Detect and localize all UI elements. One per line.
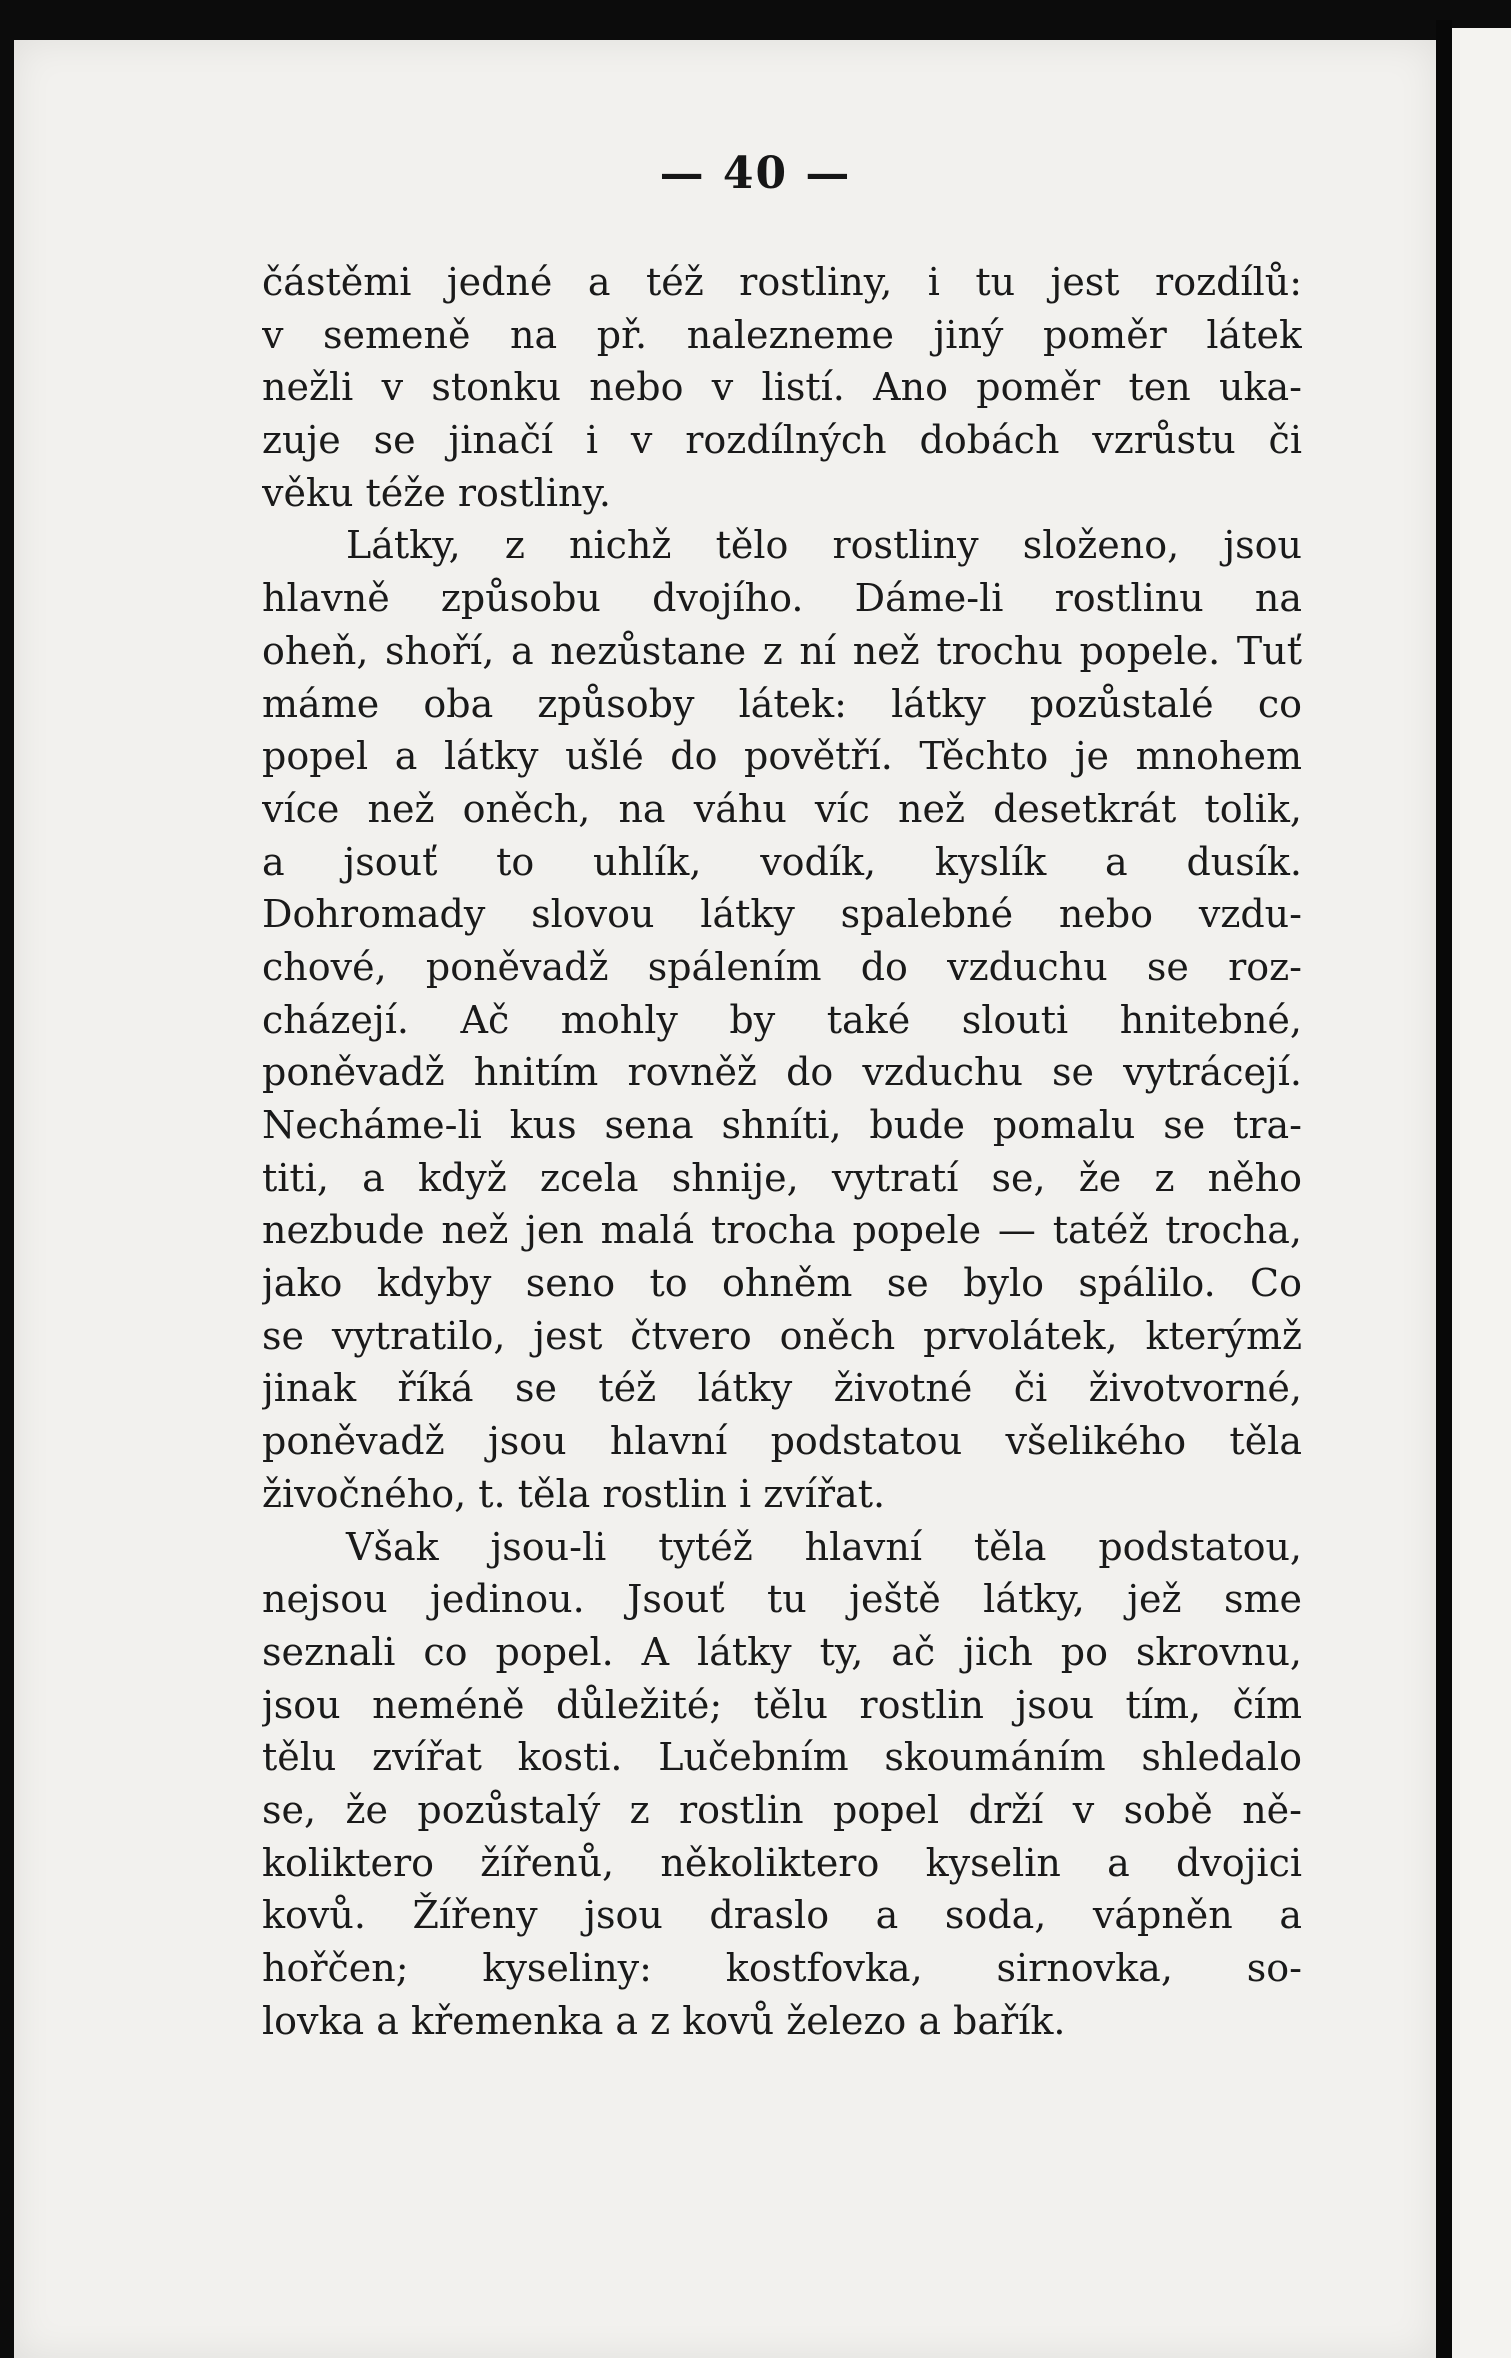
text-line: chové, poněvadž spálením do vzduchu se roz-	[262, 944, 1302, 989]
text-line: seznali co popel. A látky ty, ač jich po skrovnu,	[262, 1629, 1302, 1674]
body-text	[262, 256, 1302, 2047]
text-line: popel a látky ušlé do povětří. Těchto je mnohem	[262, 734, 1302, 779]
text-line: se, že pozůstalý z rostlin popel drží v sobě ně-	[262, 1787, 1302, 1832]
text-line: nežli v stonku nebo v listí. Ano poměr ten uka-	[262, 365, 1302, 410]
text-line: zuje se jinačí i v rozdílných dobách vzrůstu či	[262, 418, 1302, 463]
text-line: živočného, t. těla rostlin i zvířat.	[262, 1471, 886, 1516]
text-line: oheň, shoří, a nezůstane z ní než trochu popele. Tuť	[262, 628, 1302, 673]
text-line: částěmi jedné a též rostliny, i tu jest rozdílů:	[262, 260, 1302, 304]
text-line: titi, a když zcela shnije, vytratí se, že z něho	[262, 1155, 1302, 1200]
text-line: jako kdyby seno to ohněm se bylo spálilo. Co	[262, 1261, 1302, 1306]
page-number: — 40 —	[659, 148, 852, 199]
text-line: tělu zvířat kosti. Lučebním skoumáním shledalo	[262, 1735, 1302, 1780]
text-line: nezbude než jen malá trocha popele — tatéž trocha,	[262, 1208, 1302, 1253]
text-line: poněvadž hnitím rovněž do vzduchu se vytrácejí.	[262, 1050, 1302, 1095]
text-line: poněvadž jsou hlavní podstatou všelikého těla	[262, 1419, 1302, 1464]
text-line: hlavně způsobu dvojího. Dáme-li rostlinu na	[262, 576, 1302, 621]
text-line: lovka a křemenka a z kovů železo a bařík.	[262, 1998, 1066, 2043]
text-line: se vytratilo, jest čtvero oněch prvolátek, kterýmž	[262, 1313, 1302, 1358]
text-line: a jsouť to uhlík, vodík, kyslík a dusík.	[262, 839, 1302, 884]
text-line: v semeně na př. nalezneme jiný poměr látek	[262, 312, 1302, 357]
text-line: více než oněch, na váhu víc než desetkrát tolik,	[262, 786, 1302, 831]
text-line: kovů. Žířeny jsou draslo a soda, vápněn a	[262, 1893, 1302, 1938]
text-line: Dohromady slovou látky spalebné nebo vzdu-	[262, 892, 1302, 937]
text-line: máme oba způsoby látek: látky pozůstalé co	[262, 681, 1302, 726]
adjacent-page-edge	[1452, 28, 1511, 2358]
text-line: jsou neméně důležité; tělu rostlin jsou tím, čím	[262, 1682, 1302, 1727]
paragraph-start-line: Látky, z nichž tělo rostliny složeno, jsou	[346, 523, 1302, 568]
text-line: věku téže rostliny.	[262, 470, 611, 515]
text-line: jinak říká se též látky životné či životvorné,	[262, 1366, 1302, 1411]
text-line: hořčen; kyseliny: kostfovka, sirnovka, so-	[262, 1946, 1302, 1990]
paragraph-start-line: Však jsou-li tytéž hlavní těla podstatou,	[346, 1524, 1302, 1569]
text-line: cházejí. Ač mohly by také slouti hnitebné,	[262, 997, 1302, 1042]
text-line: Necháme-li kus sena shníti, bude pomalu se tra-	[262, 1103, 1302, 1147]
page-edge-shadow	[1436, 20, 1452, 2358]
text-line: koliktero žířenů, několiktero kyselin a dvojici	[262, 1840, 1302, 1885]
text-line: nejsou jedinou. Jsouť tu ještě látky, jež sme	[262, 1577, 1302, 1622]
